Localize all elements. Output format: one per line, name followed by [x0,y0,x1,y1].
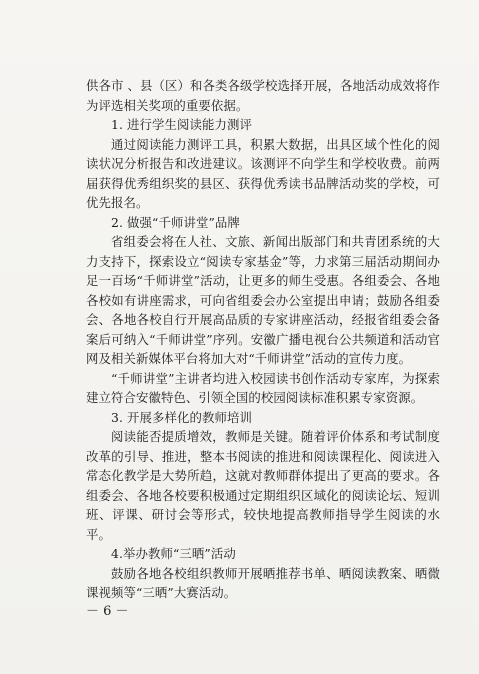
paragraph-teacher-training: 阅读能否提质增效，教师是关键。随着评价体系和考试制度改革的引导、推进，整本书阅读的推进和阅读课程化、阅读进入常态化教学是大势所趋，这就对教师群体提出了更高的要求。各组委会、各地各校要积极通过定期组织区域化的阅读论坛、短训班、评课、研讨会等形式，较快地提高教师指导学生阅读的水平。 [86,429,440,542]
paragraph-intro-continuation: 供各市 、县（区）和各类各级学校选择开展，各地活动成效将作为评选相关奖项的重要依据。 [86,78,440,113]
section-heading-3: 3. 开展多样化的教师培训 [111,409,252,425]
paragraph-expert-pool: “千师讲堂”主讲者均进入校园读书创作活动专家库，为探索建立符合安徽特色、引领全国的校园阅读标准积累专家资源。 [86,370,440,405]
paragraph-reading-assessment: 通过阅读能力测评工具，积累大数据，出具区域个性化的阅读状况分析报告和改进建议。该测评不向学生和学校收费。前两届获得优秀组织奖的县区、获得优秀读书品牌活动奖的学校，可优先报名。 [86,136,440,210]
paragraph-qianshi-jiangtang: 省组委会将在人社、文旅、新闻出版部门和共青团系统的大力支持下，探索设立“阅读专家基金”等，力求第三届活动期间办足一百场“千师讲堂”活动，让更多的师生受惠。各组委会、各地各校如有讲座需求，可向省组委会办公室提出申请；鼓励各组委会、各地各校自行开展高品质的专家讲座活动，经报省组委会备案后可纳入“千师讲堂”序列。安徽广播电视台公共频道和活动官网及相关新媒体平台将加大对“千师讲堂”活动的宣传力度。 [86,234,440,366]
section-heading-2: 2. 做强“千师讲堂”品牌 [111,214,240,230]
section-heading-4: 4.举办教师“三晒”活动 [111,546,236,561]
page-number: － 6 － [86,604,129,619]
document-body [86,76,440,603]
section-heading-1: 1. 进行学生阅读能力测评 [111,117,252,132]
paragraph-sanshai-activity: 鼓励各地各校组织教师开展晒推荐书单、晒阅读教案、晒微课视频等“三晒”大赛活动。 [86,565,440,600]
